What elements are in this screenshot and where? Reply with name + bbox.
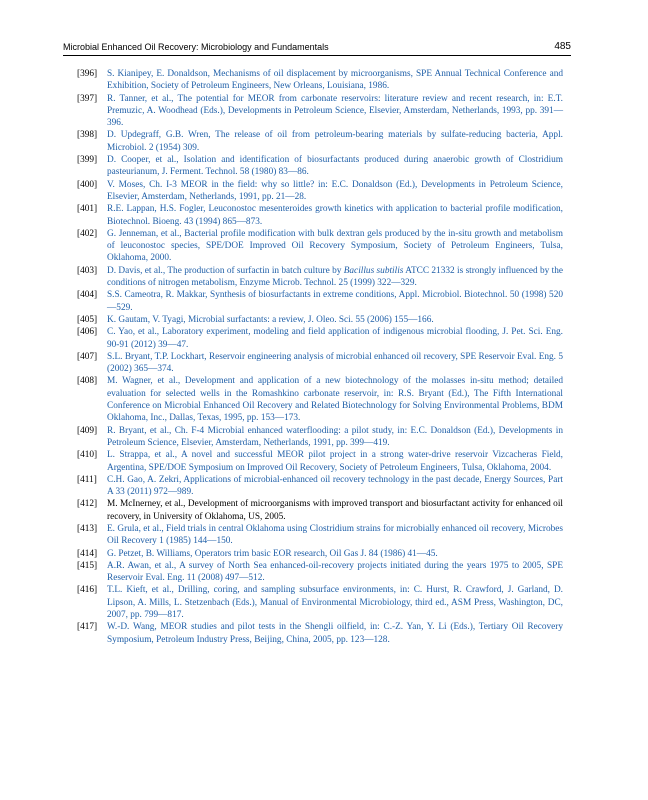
- reference-list: [77, 68, 563, 646]
- reference-link[interactable]: R. Tanner, et al., The potential for MEOR from carbonate reservoirs: literature review and recent research, in: E.T. Premuzic, A. Woodhead (Eds.), Developments in Petroleum Science, Elsevier, Amsterdam, Netherlands, 1993, pp. 391—396.: [107, 93, 563, 129]
- reference-number: [398]: [77, 130, 98, 141]
- reference-link[interactable]: R.E. Lappan, H.S. Fogler, Leuconostoc mesenteroides growth kinetics with application to bacterial profile modification, Biotechnol. Bioeng. 43 (1994) 865—873.: [107, 204, 563, 227]
- reference-item: [77, 129, 563, 154]
- reference-number: [409]: [77, 425, 98, 436]
- reference-item: [77, 179, 563, 204]
- running-title: Microbial Enhanced Oil Recovery: Microbiology and Fundamentals: [63, 42, 329, 52]
- reference-link[interactable]: D. Cooper, et al., Isolation and identification of biosurfactants produced during anaerobic growth of Clostridium pasteurianum, J. Ferment. Technol. 58 (1980) 83—86.: [107, 155, 563, 178]
- reference-item: [77, 351, 563, 376]
- reference-number: [404]: [77, 290, 98, 301]
- reference-number: [397]: [77, 93, 98, 104]
- reference-item: [77, 289, 563, 314]
- reference-number: [403]: [77, 265, 98, 276]
- reference-item: [77, 265, 563, 290]
- reference-number: [406]: [77, 327, 98, 338]
- reference-link[interactable]: D. Updegraff, G.B. Wren, The release of oil from petroleum-bearing materials by sulfate-reducing bacteria, Appl. Microbiol. 2 (1954) 309.: [107, 130, 563, 153]
- reference-number: [405]: [77, 314, 98, 325]
- reference-item: [77, 498, 563, 523]
- reference-link[interactable]: T.L. Kieft, et al., Drilling, coring, and sampling subsurface environments, in: C. Hurst, R. Crawford, J. Garland, D. Lipson, A. Mills, L. Stetzenbach (Eds.), Manual of Environmental Microbiology, third ed., ASM Press, Washington, DC, 2007, pp. 799—817.: [107, 585, 563, 621]
- reference-number: [410]: [77, 450, 98, 461]
- reference-number: [416]: [77, 585, 98, 596]
- reference-link[interactable]: A.R. Awan, et al., A survey of North Sea enhanced-oil-recovery projects initiated during the years 1975 to 2005, SPE Reservoir Eval. Eng. 11 (2008) 497—512.: [107, 560, 563, 584]
- reference-link[interactable]: S.S. Cameotra, R. Makkar, Synthesis of biosurfactants in extreme conditions, Appl. Microbiol. Biotechnol. 50 (1998) 520—529.: [107, 290, 563, 313]
- reference-number: [413]: [77, 523, 98, 534]
- reference-link[interactable]: L. Strappa, et al., A novel and successful MEOR pilot project in a strong water-drive reservoir Vizcacheras Field, Argentina, SPE/DOE Symposium on Improved Oil Recovery, Society of Petroleum Engineers, Tulsa, Oklahoma, 2004.: [107, 450, 563, 473]
- reference-item: [77, 68, 563, 93]
- reference-link[interactable]: R. Bryant, et al., Ch. F-4 Microbial enhanced waterflooding: a pilot study, in: E.C. Donaldson (Ed.), Developments in Petroleum Science, Elsevier, Amsterdam, Netherlands, 1991, pp. 399—419.: [107, 425, 563, 448]
- reference-link[interactable]: S. Kianipey, E. Donaldson, Mechanisms of oil displacement by microorganisms, SPE Annual Technical Conference and Exhibition, Society of Petroleum Engineers, New Orleans, Louisiana, 1986.: [107, 69, 563, 92]
- reference-item: [77, 228, 563, 265]
- reference-link[interactable]: S.L. Bryant, T.P. Lockhart, Reservoir engineering analysis of microbial enhanced oil recovery, SPE Reservoir Eval. Eng. 5 (2002) 365—374.: [107, 351, 563, 375]
- reference-link[interactable]: C. Yao, et al., Laboratory experiment, modeling and field application of indigenous microbial flooding, J. Pet. Sci. Eng. 90-91 (2012) 39—47.: [107, 327, 563, 350]
- reference-item: [77, 314, 563, 326]
- reference-link[interactable]: K. Gautam, V. Tyagi, Microbial surfactants: a review, J. Oleo. Sci. 55 (2006) 155—166.: [107, 314, 434, 325]
- reference-item: [77, 560, 563, 585]
- reference-item: [77, 375, 563, 424]
- reference-text-pre: D. Davis, et al., The production of surfactin in batch culture by: [107, 265, 344, 276]
- running-header: [63, 37, 571, 56]
- page-number: 485: [554, 41, 571, 52]
- reference-number: [402]: [77, 228, 98, 239]
- reference-number: [396]: [77, 69, 98, 79]
- reference-text: M. McInerney, et al., Development of microorganisms with improved transport and biosurfactant activity for enhanced oil recovery, in University of Oklahoma, US, 2005.: [107, 499, 563, 522]
- reference-number: [411]: [77, 474, 97, 485]
- reference-link[interactable]: G. Jenneman, et al., Bacterial profile modification with bulk dextran gels produced by the in-situ growth and metabolism of leuconostoc species, SPE/DOE Improved Oil Recovery Symposium, Society of Petroleum Engineers, Tulsa, Oklahoma, 2000.: [107, 228, 563, 264]
- reference-link[interactable]: W.-D. Wang, MEOR studies and pilot tests in the Shengli oilfield, in: C.-Z. Yan, Y. Li (Eds.), Tertiary Oil Recovery Symposium, Petroleum Industry Press, Beijing, China, 2005, pp. 123—128.: [107, 622, 563, 645]
- reference-number: [412]: [77, 499, 98, 510]
- reference-item: [77, 425, 563, 450]
- reference-item: [77, 474, 563, 499]
- reference-link[interactable]: M. Wagner, et al., Development and application of a new biotechnology of the molasses in-situ method; detailed evaluation for selected wells in the Romashkino carbonate reservoir, in: R.S. Bryant (Ed.), The Fifth International Conference on Microbial Enhanced Oil Recovery and Related Biotechnology for Solving Environmental Problems, BDM Oklahoma, Inc., Dallas, Texas, 1995, pp. 153—173.: [107, 376, 563, 424]
- reference-number: [400]: [77, 179, 98, 190]
- reference-item: [77, 584, 563, 621]
- reference-link[interactable]: V. Moses, Ch. I-3 MEOR in the field: why so little? in: E.C. Donaldson (Ed.), Developments in Petroleum Science, Elsevier, Amsterdam, Netherlands, 1991, pp. 21—28.: [107, 179, 563, 202]
- reference-number: [414]: [77, 548, 98, 559]
- reference-number: [407]: [77, 351, 98, 362]
- reference-link[interactable]: [107, 266, 563, 288]
- reference-item: [77, 93, 563, 130]
- reference-item: [77, 523, 563, 548]
- reference-link[interactable]: E. Grula, et al., Field trials in central Oklahoma using Clostridium strains for microbially enhanced oil recovery, Microbes Oil Recovery 1 (1985) 144—150.: [107, 523, 563, 547]
- reference-number: [399]: [77, 155, 98, 166]
- reference-link[interactable]: C.H. Gao, A. Zekri, Applications of microbial-enhanced oil recovery technology in the past decade, Energy Sources, Part A 33 (2011) 972—989.: [107, 474, 563, 498]
- reference-item: [77, 449, 563, 474]
- reference-number: [408]: [77, 376, 98, 387]
- reference-item: [77, 203, 563, 228]
- species-name: Bacillus subtilis: [343, 265, 404, 276]
- reference-item: [77, 548, 563, 560]
- reference-link[interactable]: G. Petzet, B. Williams, Operators trim basic EOR research, Oil Gas J. 84 (1986) 41—45.: [107, 548, 438, 559]
- reference-item: [77, 621, 563, 646]
- reference-text-post: ATCC 21332 is strongly influenced by the conditions of nitrogen metabolism, Enzyme Microb. Technol. 25 (1999) 322—329.: [107, 265, 563, 289]
- reference-number: [401]: [77, 204, 98, 215]
- reference-number: [417]: [77, 622, 98, 633]
- reference-item: [77, 326, 563, 351]
- reference-item: [77, 154, 563, 179]
- reference-number: [415]: [77, 560, 98, 571]
